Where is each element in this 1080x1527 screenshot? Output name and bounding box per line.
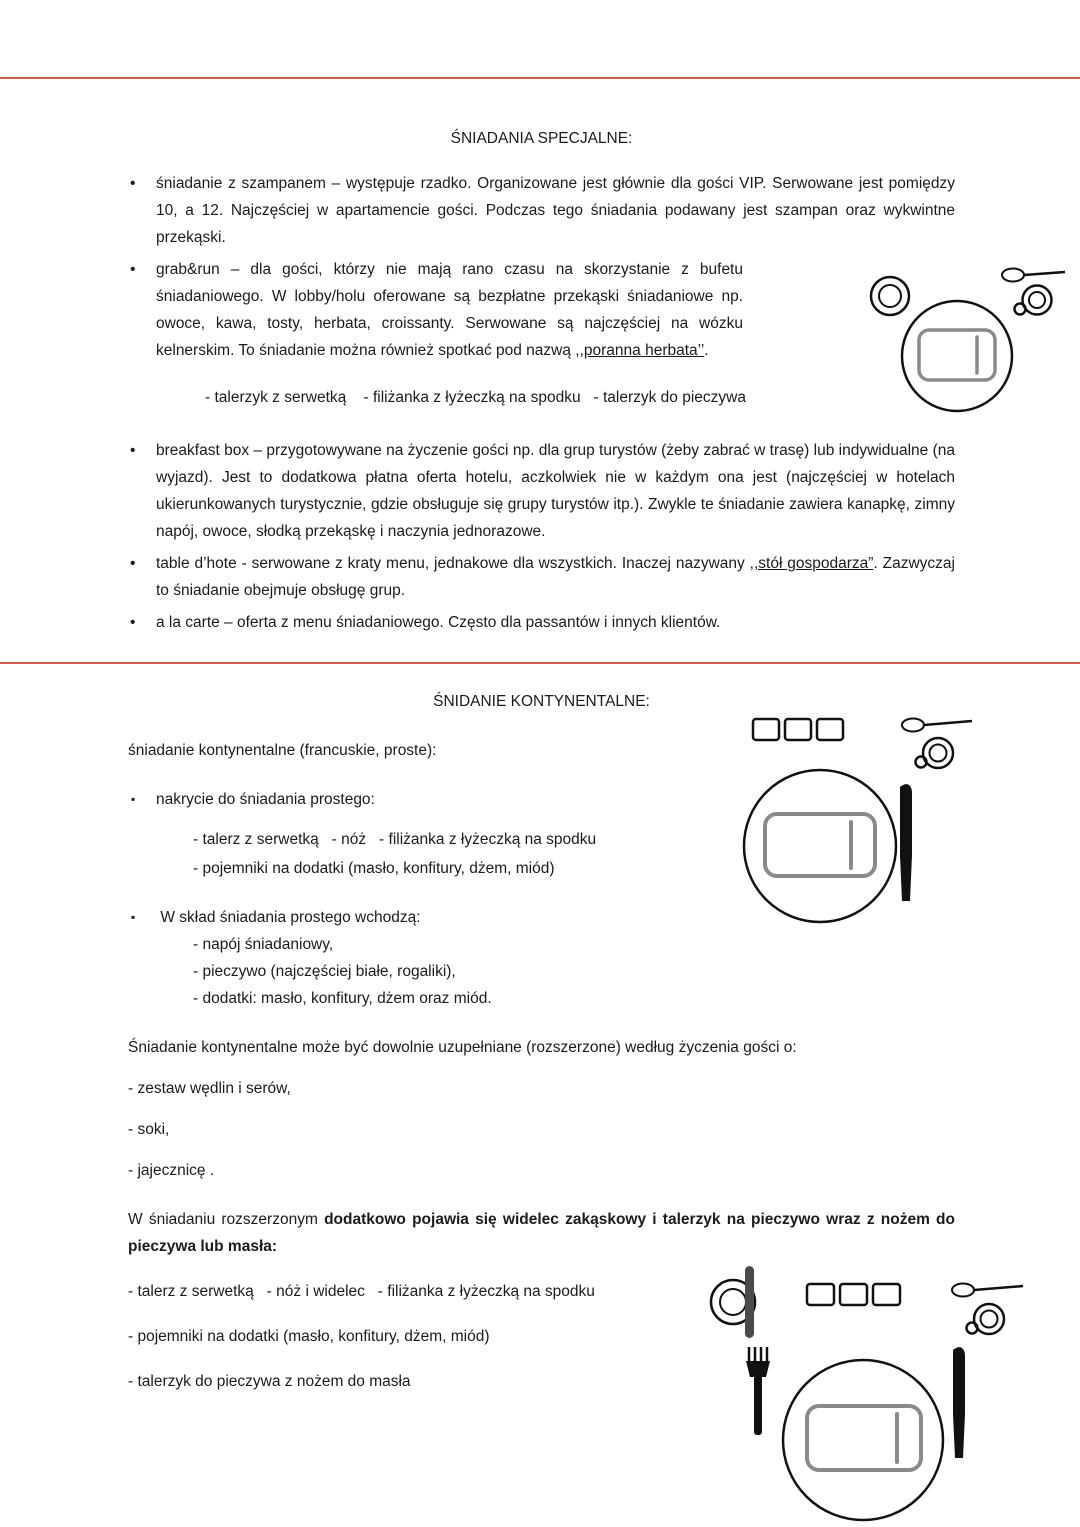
square-bullet-marker: ▪: [131, 910, 136, 924]
extended-setting-line-3: - talerzyk do pieczywa z nożem do masła: [128, 1373, 411, 1390]
bullet-champagne-breakfast: [128, 170, 955, 251]
cup-icon: [1023, 286, 1052, 315]
grab-and-run-text-before: grab&run – dla gości, którzy nie mają rano czasu na skorzystanie z bufetu śniadaniowego. W lobby/holu oferowane są bezpłatne przekąski śniadaniowe np. owoce, kawa, tosty, herbata, croissanty. Serwowane są najczęściej na wózku kelnerskim. To śniadanie można również spotkać pod nazwą: [156, 261, 743, 359]
condiment-container-icon: [873, 1284, 900, 1305]
expand-item-juices: - soki,: [128, 1121, 170, 1138]
bullet-table-dhote: [128, 550, 955, 604]
grab-and-run-place-setting-diagram: [857, 264, 1067, 414]
extended-breakfast-paragraph: [128, 1206, 955, 1260]
grab-and-run-underlined-phrase: ,,poranna herbata’’: [575, 342, 705, 359]
bullet-marker: •: [130, 442, 136, 459]
section-continental-breakfast: [0, 688, 1080, 1395]
section-title-continental: ŚNIDANIE KONTYNENTALNE:: [433, 693, 650, 710]
expand-intro: Śniadanie kontynentalne może być dowolnie uzupełniane (rozszerzone) według życzenia gości o:: [128, 1039, 797, 1056]
napkin-icon: [765, 814, 875, 876]
spoon-icon: [952, 1284, 974, 1297]
continental-simple-place-setting-diagram: [725, 711, 990, 926]
butter-knife-icon: [745, 1266, 754, 1338]
special-bullet-list-2: [128, 437, 955, 636]
bullet-marker: •: [130, 614, 136, 631]
section-title-special: ŚNIADANIA SPECJALNE:: [450, 130, 633, 147]
bullet-grab-and-run: [128, 256, 955, 364]
bullet-champagne-text: śniadanie z szampanem – występuje rzadko. Organizowane jest głównie dla gości VIP. Serwowane jest pomiędzy 10, a 12. Najczęściej w apartamencie gości. Podczas tego śniadania podawany jest szampan oraz wykwintne przekąski.: [156, 175, 955, 246]
fork-icon: [746, 1347, 770, 1435]
extended-setting-line-2: - pojemniki na dodatki (masło, konfitury, dżem, miód): [128, 1328, 490, 1345]
components-line-3: - dodatki: masło, konfitury, dżem oraz miód.: [193, 990, 492, 1007]
square-bullet-marker: ▪: [131, 792, 136, 806]
section-divider-middle: [0, 662, 1080, 664]
extended-text-before: W śniadaniu rozszerzonym: [128, 1211, 325, 1228]
table-dhote-text-before: table d’hote - serwowane z kraty menu, jednakowe dla wszystkich. Inaczej nazywany: [156, 555, 750, 572]
extended-setting-line-1: - talerz z serwetką - nóż i widelec - filiżanka z łyżeczką na spodku: [128, 1283, 595, 1300]
components-line-1: - napój śniadaniowy,: [193, 936, 334, 953]
continental-extended-place-setting-diagram: [695, 1262, 1025, 1527]
extended-text-bold: dodatkowo pojawia się widelec zakąskowy i talerzyk na pieczywo wraz z nożem do pieczywa lub masła: [128, 1211, 955, 1255]
sub-bullet-setting-simple: [128, 786, 707, 813]
table-dhote-text-after: . Zazwyczaj to śniadanie obejmuje obsługę grup.: [156, 555, 955, 599]
spoon-icon: [1002, 269, 1024, 282]
components-lines: [193, 931, 955, 1012]
spoon-icon: [902, 719, 924, 732]
continental-intro: śniadanie kontynentalne (francuskie, proste):: [128, 742, 437, 759]
sub-bullet-components-text: W skład śniadania prostego wchodzą:: [156, 909, 421, 926]
napkin-icon: [807, 1406, 921, 1470]
bullet-marker: •: [130, 555, 136, 572]
bullet-breakfast-box-text: breakfast box – przygotowywane na życzenie gości np. dla grup turystów (żeby zabrać w trasę) lub indywidualne (na wyjazd). Jest to dodatkowa płatna oferta hotelu, aczkolwiek nie w każdym ona jest (najczęściej w hotelach ukierunkowanych turystycznie, gdzie obsługuje się grupy turystów itp.). Zwykle te śniadanie zawiera kanapkę, zimny napój, owoce, słodką przekąskę i naczynia jednorazowe.: [156, 442, 955, 540]
condiment-container-icon: [785, 719, 811, 740]
section-special-breakfasts: [0, 125, 1080, 636]
bullet-breakfast-box: [128, 437, 955, 545]
bullet-table-dhote-text: [156, 550, 955, 604]
bullet-a-la-carte-text: a la carte – oferta z menu śniadaniowego. Często dla passantów i innych klientów.: [156, 614, 721, 631]
simple-setting-line-1: - talerz z serwetką - nóż - filiżanka z łyżeczką na spodku: [193, 831, 597, 848]
bullet-marker: •: [130, 175, 136, 192]
setting-description-line: - talerzyk z serwetką - filiżanka z łyżeczką na spodku - talerzyk do pieczywa: [205, 389, 746, 406]
table-dhote-underlined-phrase: ,,stół gospodarza”: [749, 555, 874, 572]
bullet-grab-and-run-text: [156, 256, 743, 364]
section-divider-top: [0, 77, 1080, 79]
extended-text-after: :: [271, 1238, 278, 1255]
bullet-a-la-carte: [128, 609, 955, 636]
components-line-2: - pieczywo (najczęściej białe, rogaliki),: [193, 963, 456, 980]
condiment-container-icon: [753, 719, 779, 740]
special-bullet-list: [128, 170, 955, 364]
bullet-marker: •: [130, 261, 136, 278]
knife-icon: [953, 1347, 965, 1458]
condiment-container-icon: [817, 719, 843, 740]
expand-item-meats-cheeses: - zestaw wędlin i serów,: [128, 1080, 291, 1097]
expand-item-scrambled-eggs: - jajecznicę .: [128, 1162, 215, 1179]
condiment-container-icon: [807, 1284, 834, 1305]
simple-setting-line-2: - pojemniki na dodatki (masło, konfitury, dżem, miód): [193, 860, 555, 877]
condiment-container-icon: [840, 1284, 867, 1305]
napkin-icon: [919, 330, 995, 380]
knife-icon: [900, 784, 912, 901]
sub-bullet-setting-simple-text: nakrycie do śniadania prostego:: [156, 791, 375, 808]
grab-and-run-text-after: .: [704, 342, 709, 359]
sub-bullet-components: [128, 904, 707, 931]
